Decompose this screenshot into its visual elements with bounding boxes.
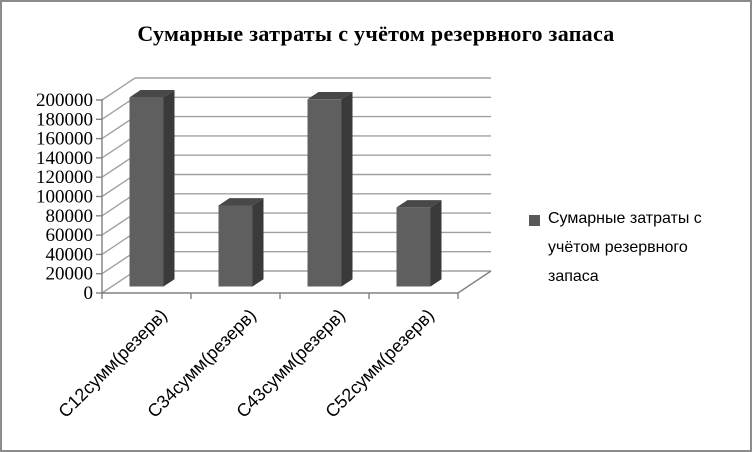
- bar-3: [397, 207, 431, 286]
- chart-title: Сумарные затраты с учётом резервного запаса: [137, 21, 615, 46]
- y-tick-label: 100000: [36, 186, 93, 208]
- y-tick-label: 140000: [36, 147, 93, 169]
- category-label-0: С12сумм(резерв): [54, 305, 171, 422]
- y-tick-label: 0: [83, 283, 93, 304]
- bar-0-side: [164, 90, 175, 286]
- y-tick-label: 80000: [45, 205, 93, 227]
- floor-right-edge: [458, 271, 491, 293]
- category-label-3: С52сумм(резерв): [321, 305, 438, 422]
- gridline-slant: [102, 78, 135, 100]
- bar-1: [219, 205, 253, 286]
- bar-2: [308, 99, 342, 286]
- y-tick-label: 40000: [45, 244, 93, 266]
- legend-label: Сумарные затраты с учётом резервного запаса: [548, 210, 702, 285]
- legend: [529, 205, 731, 291]
- y-tick-label: 200000: [36, 90, 93, 111]
- bar-2-side: [342, 92, 353, 287]
- y-tick-label: 60000: [45, 225, 93, 247]
- bar-3-side: [431, 200, 442, 286]
- bar-0: [130, 97, 164, 286]
- category-label-1: С34сумм(резерв): [143, 305, 260, 422]
- y-tick-label: 20000: [45, 263, 93, 285]
- y-tick-label: 120000: [36, 167, 93, 189]
- category-label-2: С43сумм(резерв): [232, 305, 349, 422]
- bar-1-side: [253, 198, 264, 286]
- y-tick-label: 160000: [36, 128, 93, 150]
- legend-marker-icon: [529, 215, 540, 226]
- y-tick-label: 180000: [36, 109, 93, 131]
